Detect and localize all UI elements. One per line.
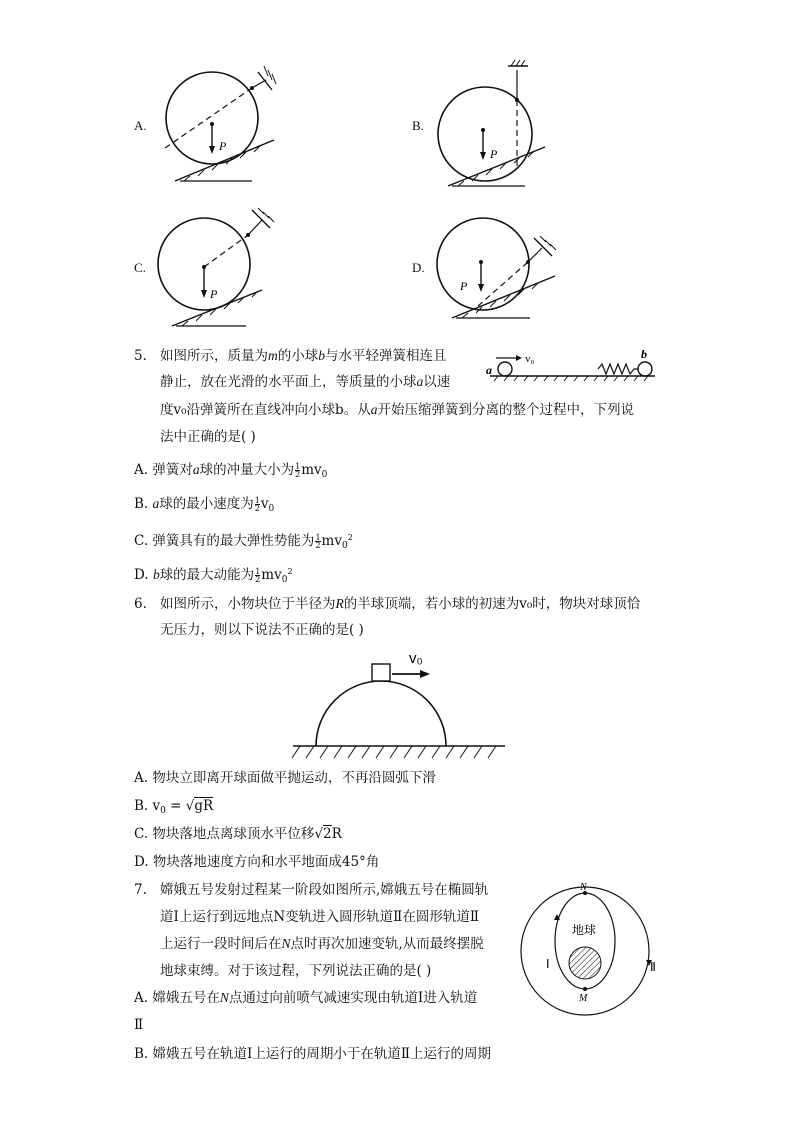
q7-option-a: A. 嫦娥五号在N点通过向前喷气减速实现由轨道Ⅰ进入轨道 bbox=[134, 990, 478, 1006]
q5-number: 5. bbox=[134, 348, 147, 364]
q7-fig-orbit-I: Ⅰ bbox=[546, 957, 550, 971]
q7-stem-line4: 地球束缚。对于该过程，下列说法正确的是( ) bbox=[160, 963, 432, 979]
q6-option-c: C. 物块落地点离球顶水平位移√2R bbox=[134, 826, 342, 842]
q4-option-c-label: C. bbox=[134, 260, 146, 275]
q7-number: 7. bbox=[134, 882, 147, 898]
q4-option-a-label: A. bbox=[134, 118, 147, 133]
q4d-force-label: P bbox=[460, 279, 468, 293]
q6-fig-v0-label: v₀ bbox=[409, 650, 423, 667]
q5-fig-a-label: a bbox=[486, 363, 492, 377]
q7-option-a-cont: Ⅱ bbox=[134, 1017, 144, 1033]
q5-option-b: B. a球的最小速度为 $\frac{1}{2}$ $v_0$ bbox=[134, 496, 275, 514]
q5-fig-v0-label: v₀ bbox=[525, 353, 535, 365]
q7-option-b: B. 嫦娥五号在轨道Ⅰ上运行的周期小于在轨道Ⅱ上运行的周期 bbox=[134, 1046, 492, 1062]
q7-stem-line3: 上运行一段时间后在N点时再次加速变轨,从而最终摆脱 bbox=[160, 936, 484, 952]
q4-option-d-label: D. bbox=[412, 260, 425, 275]
q6-option-a: A. 物块立即离开球面做平抛运动，不再沿圆弧下滑 bbox=[134, 770, 436, 786]
q4a-force-label: P bbox=[219, 139, 227, 153]
q7-fig-N-label: N bbox=[580, 882, 587, 893]
q7-fig-earth-label: 地球 bbox=[572, 923, 597, 937]
q4c-force-label: P bbox=[210, 287, 218, 301]
q6-stem-line1: 如图所示，小物块位于半径为R的半球顶端，若小球的初速为v₀时，物块对球顶恰 bbox=[160, 596, 641, 612]
q5-stem-line3: 度v₀沿弹簧所在直线冲向小球b。从a开始压缩弹簧到分离的整个过程中，下列说 bbox=[160, 402, 634, 418]
q5-option-a: A. 弹簧对a球的冲量大小为 $\frac{1}{2}$ $mv_0$ bbox=[134, 462, 328, 480]
q7-stem-line1: 嫦娥五号发射过程某一阶段如图所示,嫦娥五号在椭圆轨 bbox=[160, 882, 489, 898]
q5-option-d: D. b球的最大动能为 $\frac{1}{2}$ $mv_0^2$ bbox=[134, 567, 293, 585]
q5-stem-line4: 法中正确的是( ) bbox=[160, 429, 256, 445]
q4-option-b-label: B. bbox=[412, 118, 424, 133]
q6-option-d: D. 物块落地速度方向和水平地面成45°角 bbox=[134, 854, 380, 870]
q5-stem-line2: 静止，放在光滑的水平面上，等质量的小球a以速 bbox=[160, 374, 451, 390]
q6-option-b: B. $v_0 = √gR$ bbox=[134, 798, 214, 816]
q5-stem-line1: 如图所示，质量为m的小球b与水平轻弹簧相连且 bbox=[160, 348, 447, 364]
q7-fig-orbit-II: Ⅱ bbox=[650, 960, 656, 974]
q7-fig-M-label: M bbox=[579, 993, 588, 1004]
q7-stem-line2: 道Ⅰ上运行到远地点N变轨进入圆形轨道Ⅱ在圆形轨道Ⅱ bbox=[160, 909, 479, 925]
q5-option-c: C. 弹簧具有的最大弹性势能为 $\frac{1}{2}$ $mv_0^2$ bbox=[134, 533, 353, 551]
q6-number: 6. bbox=[134, 596, 147, 612]
q6-stem-line2: 无压力，则以下说法不正确的是( ) bbox=[160, 622, 364, 638]
q5-fig-b-label: b bbox=[641, 347, 647, 361]
q4b-force-label: P bbox=[490, 147, 498, 161]
